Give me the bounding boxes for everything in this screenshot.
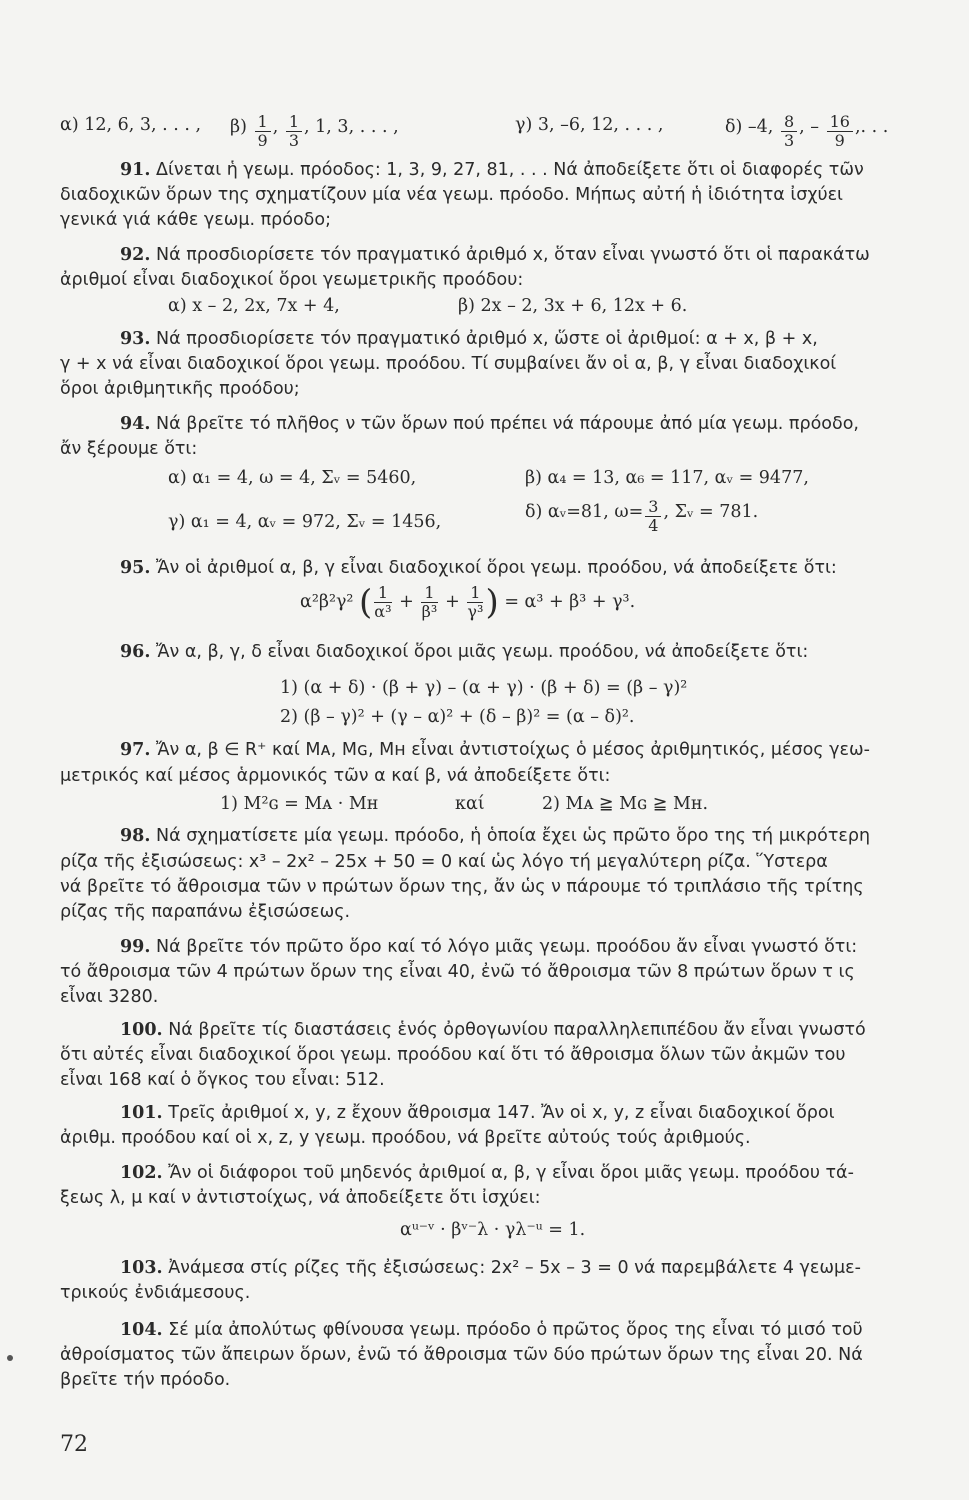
exercise-99-line-2: τό ἄθροισμα τῶν 4 πρώτων ὅρων της εἶναι 40, ἐνῶ τό ἄθροισμα τῶν 8 πρώτων ὅρων τ ις — [60, 962, 855, 982]
fraction: $\frac{1}{\text{γ³}}$ — [467, 583, 484, 621]
exercise-95-line-1: 95. Ἄν οἱ ἀριθμοί α, β, γ εἶναι διαδοχικοί ὅροι γεωμ. προόδου, νά ἀποδείξετε ὅτι: — [120, 558, 837, 578]
fraction: $\frac{16}{9}$ — [827, 113, 853, 150]
fraction: $\frac{3}{4}$ — [645, 498, 661, 535]
exercise-91-line-1: 91. Δίνεται ἡ γεωμ. πρόοδος: 1, 3, 9, 27, 81, . . . Νά ἀποδείξετε ὅτι οἱ διαφορές τῶν — [120, 160, 864, 180]
exercise-102-line-1: 102. Ἄν οἱ διάφοροι τοῦ μηδενός ἀριθμοί α, β, γ εἶναι ὅροι μιᾶς γεωμ. προόδου τά- — [120, 1163, 854, 1183]
fraction: $\frac{1}{\text{β³}}$ — [421, 583, 438, 621]
fraction: $\frac{8}{3}$ — [781, 113, 797, 150]
and-word: καί — [455, 794, 485, 814]
exercise-93-line-1: 93. Νά προσδιορίσετε τόν πραγματικό ἀριθμό x, ὥστε οἱ ἀριθμοί: α + x, β + x, — [120, 329, 818, 349]
exercise-93-line-2: γ + x νά εἶναι διαδοχικοί ὅροι γεωμ. προόδου. Τί συμβαίνει ἄν οἱ α, β, γ εἶναι διαδοχικοί — [60, 354, 837, 374]
exercise-92-line-1: 92. Νά προσδιορίσετε τόν πραγματικό ἀριθμό x, ὅταν εἶναι γνωστό ὅτι οἱ παρακάτω — [120, 245, 870, 265]
part-c: γ) α₁ = 4, αᵥ = 972, Σᵥ = 1456, — [168, 512, 442, 532]
part-a: α) α₁ = 4, ω = 4, Σᵥ = 5460, — [168, 468, 417, 488]
exercise-94-line-2: ἄν ξέρουμε ὅτι: — [60, 439, 198, 459]
exercise-101-line-1: 101. Τρεῖς ἀριθμοί x, y, z ἔχουν ἄθροισμα 147. Ἄν οἱ x, y, z εἶναι διαδοχικοί ὅροι — [120, 1103, 835, 1123]
exercise-94-line-1: 94. Νά βρεῖτε τό πλῆθος ν τῶν ὅρων πού πρέπει νά πάρουμε ἀπό μία γεωμ. πρόοδο, — [120, 414, 859, 434]
exercise-104-line-1: 104. Σέ μία ἀπολύτως φθίνουσα γεωμ. πρόοδο ὁ πρῶτος ὅρος της εἶναι τό μισό τοῦ — [120, 1320, 863, 1340]
exercise-100-line-1: 100. Νά βρεῖτε τίς διαστάσεις ἑνός ὀρθογωνίου παραλληλεπιπέδου ἄν εἶναι γνωστό — [120, 1020, 866, 1040]
eq-1: 1) M²ɢ = Mᴀ · Mʜ — [220, 794, 379, 814]
fraction: $\frac{1}{9}$ — [255, 113, 271, 150]
textbook-page: α) 12, 6, 3, . . . , β) $\frac{1}{9}$ , $\frac{1}{3}$ , 1, 3, . . . , γ) 3, –6, 12, . . . , δ) –4, $\frac{8}{3}$ , – $\frac{16}{9}$ ,. . . 91. Δίνεται ἡ γεωμ. πρόοδος: 1, 3, 9, 27, 81, . . . Νά ἀποδείξετε ὅτι οἱ διαφορές τῶν διαδοχικῶν ὅρων της σχηματίζουν μία νέα γεωμ. πρόοδο. Μήπως αὐτή ἡ ἰδιότητα ἰσχύει γενικά γιά κάθε γεωμ. πρόοδο; 92. Νά προσδιορίσετε τόν πραγματικό ἀριθμό x, ὅταν εἶναι γνωστό ὅτι οἱ παρακάτω ἀριθμοί εἶναι διαδοχικοί ὅροι γεωμετρικῆς προόδου: α) x – 2, 2x, 7x + 4, β) 2x – 2, 3x + 6, 12x + 6. 93. Νά προσδιορίσετε τόν πραγματικό ἀριθμό x, ὥστε οἱ ἀριθμοί: α + x, β + x, γ + x νά εἶναι διαδοχικοί ὅροι γεωμ. προόδου. Τί συμβαίνει ἄν οἱ α, β, γ εἶναι διαδοχικοί ὅροι ἀριθμητικῆς προόδου; 94. Νά βρεῖτε τό πλῆθος ν τῶν ὅρων πού πρέπει νά πάρουμε ἀπό μία γεωμ. πρόοδο, ἄν ξέρουμε ὅτι: α) α₁ = 4, ω = 4, Σᵥ = 5460, β) α₄ = 13, α₆ = 117, αᵥ = 9477, γ) α₁ = 4, αᵥ = 972, Σᵥ = 1456, δ) αᵥ=81, ω= $\frac{3}{4}$ , Σᵥ = 781. 95. Ἄν οἱ ἀριθμοί α, β, γ εἶναι διαδοχικοί ὅροι γεωμ. προόδου, νά ἀποδείξετε ὅτι: α²β²γ² ( $\frac{1}{\text{α³}}$ + $\frac{1}{\text{β³}}$ + $\frac{1}{\text{γ³}}$ ) = α³ + β³ + γ³. 96. Ἄν α, β, γ, δ εἶναι διαδοχικοί ὅροι μιᾶς γεωμ. προόδου, νά ἀποδείξετε ὅτι: 1) (α + δ) · (β + γ) – (α + γ) · (β + δ) = (β – γ)² 2) (β – γ)² + (γ – α)² + (δ – β)² = (α – δ)². 97. Ἄν α, β ∈ R⁺ καί Mᴀ, Mɢ, Mʜ εἶναι ἀντιστοίχως ὁ μέσος ἀριθμητικός, μέσος γεω- μετρικός καί μέσος ἁρμονικός τῶν α καί β, νά ἀποδείξετε ὅτι: 1) M²ɢ = Mᴀ · Mʜ καί 2) Mᴀ ≧ Mɢ ≧ Mʜ. 98. Νά σχηματίσετε μία γεωμ. πρόοδο, ἡ ὁποία ἔχει ὡς πρῶτο ὅρο της τή μικρότερη ρίζα τῆς ἐξισώσεως: x³ – 2x² – 25x + 50 = 0 καί ὡς λόγο τή μεγαλύτερη ρίζα. Ὕστερα νά βρεῖτε τό ἄθροισμα τῶν ν πρώτων ὅρων της, ἄν ὡς ν πάρουμε τό τριπλάσιο τῆς τρίτης ρίζας τῆς παραπάνω ἐξισώσεως. 99. Νά βρεῖτε τόν πρῶτο ὅρο καί τό λόγο μιᾶς γεωμ. προόδου ἄν εἶναι γνωστό ὅτι: τό ἄθροισμα τῶν 4 πρώτων ὅρων της εἶναι 40, ἐνῶ τό ἄθροισμα τῶν 8 πρώτων ὅρων τ ις εἶναι 3280. 100. Νά βρεῖτε τίς διαστάσεις ἑνός ὀρθογωνίου παραλληλεπιπέδου ἄν εἶναι γνωστό ὅτι αὐτές εἶναι διαδοχικοί ὅροι γεωμ. προόδου καί ὅτι τό ἄθροισμα ὅλων τῶν ἀκμῶν του εἶναι 168 καί ὁ ὄγκος του εἶναι: 512. 101. Τρεῖς ἀριθμοί x, y, z ἔχουν ἄθροισμα 147. Ἄν οἱ x, y, z εἶναι διαδοχικοί ὅροι ἀριθμ. προόδου καί οἱ x, z, y γεωμ. προόδου, νά βρεῖτε αὐτούς τούς ἀριθμούς. 102. Ἄν οἱ διάφοροι τοῦ μηδενός ἀριθμοί α, β, γ εἶναι ὅροι μιᾶς γεωμ. προόδου τά- ξεως λ, μ καί ν ἀντιστοίχως, νά ἀποδείξετε ὅτι ἰσχύει: αᵘ⁻ᵛ · βᵛ⁻λ · γλ⁻ᵘ = 1. 103. Ἀνάμεσα στίς ρίζες τῆς ἐξισώσεως: 2x² – 5x – 3 = 0 νά παρεμβάλετε 4 γεωμε- τρικούς ἐνδιάμεσους. 104. Σέ μία ἀπολύτως φθίνουσα γεωμ. πρόοδο ὁ πρῶτος ὅρος της εἶναι τό μισό τοῦ ἀθροίσματος τῶν ἄπειρων ὅρων, ἐνῶ τό ἄθροισμα τῶν δύο πρώτων ὅρων της εἶναι 20. Νά βρεῖτε τήν πρόοδο. 72 — [0, 0, 969, 1500]
eq-2: 2) Mᴀ ≧ Mɢ ≧ Mʜ. — [542, 794, 709, 814]
exercise-102-line-2: ξεως λ, μ καί ν ἀντιστοίχως, νά ἀποδείξετε ὅτι ἰσχύει: — [60, 1188, 541, 1208]
part-b: β) $\frac{1}{9}$ , $\frac{1}{3}$ , 1, 3, . . . , — [230, 112, 399, 150]
part-b: β) 2x – 2, 3x + 6, 12x + 6. — [458, 296, 688, 316]
page-number: 72 — [60, 1432, 88, 1457]
exercise-103-line-2: τρικούς ἐνδιάμεσους. — [60, 1283, 251, 1303]
exercise-96-eq-2: 2) (β – γ)² + (γ – α)² + (δ – β)² = (α – δ)². — [280, 707, 635, 727]
exercise-102-equation: αᵘ⁻ᵛ · βᵛ⁻λ · γλ⁻ᵘ = 1. — [400, 1220, 586, 1240]
exercise-91-line-3: γενικά γιά κάθε γεωμ. πρόοδο; — [60, 210, 331, 230]
fraction: $\frac{1}{\text{α³}}$ — [374, 583, 392, 621]
exercise-93-line-3: ὅροι ἀριθμητικῆς προόδου; — [60, 379, 300, 399]
part-c: γ) 3, –6, 12, . . . , — [515, 115, 664, 135]
exercise-97-line-1: 97. Ἄν α, β ∈ R⁺ καί Mᴀ, Mɢ, Mʜ εἶναι ἀντιστοίχως ὁ μέσος ἀριθμητικός, μέσος γεω- — [120, 740, 870, 760]
exercise-96-line-1: 96. Ἄν α, β, γ, δ εἶναι διαδοχικοί ὅροι μιᾶς γεωμ. προόδου, νά ἀποδείξετε ὅτι: — [120, 642, 809, 662]
exercise-97-line-2: μετρικός καί μέσος ἁρμονικός τῶν α καί β, νά ἀποδείξετε ὅτι: — [60, 766, 611, 786]
exercise-100-line-2: ὅτι αὐτές εἶναι διαδοχικοί ὅροι γεωμ. προόδου καί ὅτι τό ἄθροισμα ὅλων τῶν ἀκμῶν του — [60, 1045, 846, 1065]
exercise-104-line-2: ἀθροίσματος τῶν ἄπειρων ὅρων, ἐνῶ τό ἄθροισμα τῶν δύο πρώτων ὅρων της εἶναι 20. Νά — [60, 1345, 863, 1365]
exercise-98-line-1: 98. Νά σχηματίσετε μία γεωμ. πρόοδο, ἡ ὁποία ἔχει ὡς πρῶτο ὅρο της τή μικρότερη — [120, 826, 871, 846]
exercise-99-line-1: 99. Νά βρεῖτε τόν πρῶτο ὅρο καί τό λόγο μιᾶς γεωμ. προόδου ἄν εἶναι γνωστό ὅτι: — [120, 937, 858, 957]
part-b: β) α₄ = 13, α₆ = 117, αᵥ = 9477, — [525, 468, 809, 488]
margin-mark — [7, 1355, 13, 1361]
exercise-100-line-3: εἶναι 168 καί ὁ ὄγκος του εἶναι: 512. — [60, 1070, 385, 1090]
exercise-92-line-2: ἀριθμοί εἶναι διαδοχικοί ὅροι γεωμετρικῆς προόδου: — [60, 270, 524, 290]
fraction: $\frac{1}{3}$ — [286, 113, 302, 150]
exercise-104-line-3: βρεῖτε τήν πρόοδο. — [60, 1370, 231, 1390]
exercise-90-parts — [60, 112, 932, 150]
exercise-98-line-4: ρίζας τῆς παραπάνω ἐξισώσεως. — [60, 902, 351, 922]
exercise-99-line-3: εἶναι 3280. — [60, 987, 159, 1007]
exercise-98-line-2: ρίζα τῆς ἐξισώσεως: x³ – 2x² – 25x + 50 = 0 καί ὡς λόγο τή μεγαλύτερη ρίζα. Ὕστερα — [60, 852, 828, 872]
exercise-103-line-1: 103. Ἀνάμεσα στίς ρίζες τῆς ἐξισώσεως: 2x² – 5x – 3 = 0 νά παρεμβάλετε 4 γεωμε- — [120, 1258, 861, 1278]
part-d: δ) –4, $\frac{8}{3}$ , – $\frac{16}{9}$ ,. . . — [725, 112, 889, 150]
exercise-91-line-2: διαδοχικῶν ὅρων της σχηματίζουν μία νέα γεωμ. πρόοδο. Μήπως αὐτή ἡ ἰδιότητα ἰσχύει — [60, 185, 843, 205]
exercise-101-line-2: ἀριθμ. προόδου καί οἱ x, z, y γεωμ. προόδου, νά βρεῖτε αὐτούς τούς ἀριθμούς. — [60, 1128, 751, 1148]
exercise-96-eq-1: 1) (α + δ) · (β + γ) – (α + γ) · (β + δ) = (β – γ)² — [280, 678, 688, 698]
part-d: δ) αᵥ=81, ω= $\frac{3}{4}$ , Σᵥ = 781. — [525, 497, 759, 535]
part-a: α) x – 2, 2x, 7x + 4, — [168, 296, 340, 316]
exercise-98-line-3: νά βρεῖτε τό ἄθροισμα τῶν ν πρώτων ὅρων της, ἄν ὡς ν πάρουμε τό τριπλάσιο τῆς τρίτης — [60, 877, 864, 897]
part-a: α) 12, 6, 3, . . . , — [60, 115, 202, 135]
